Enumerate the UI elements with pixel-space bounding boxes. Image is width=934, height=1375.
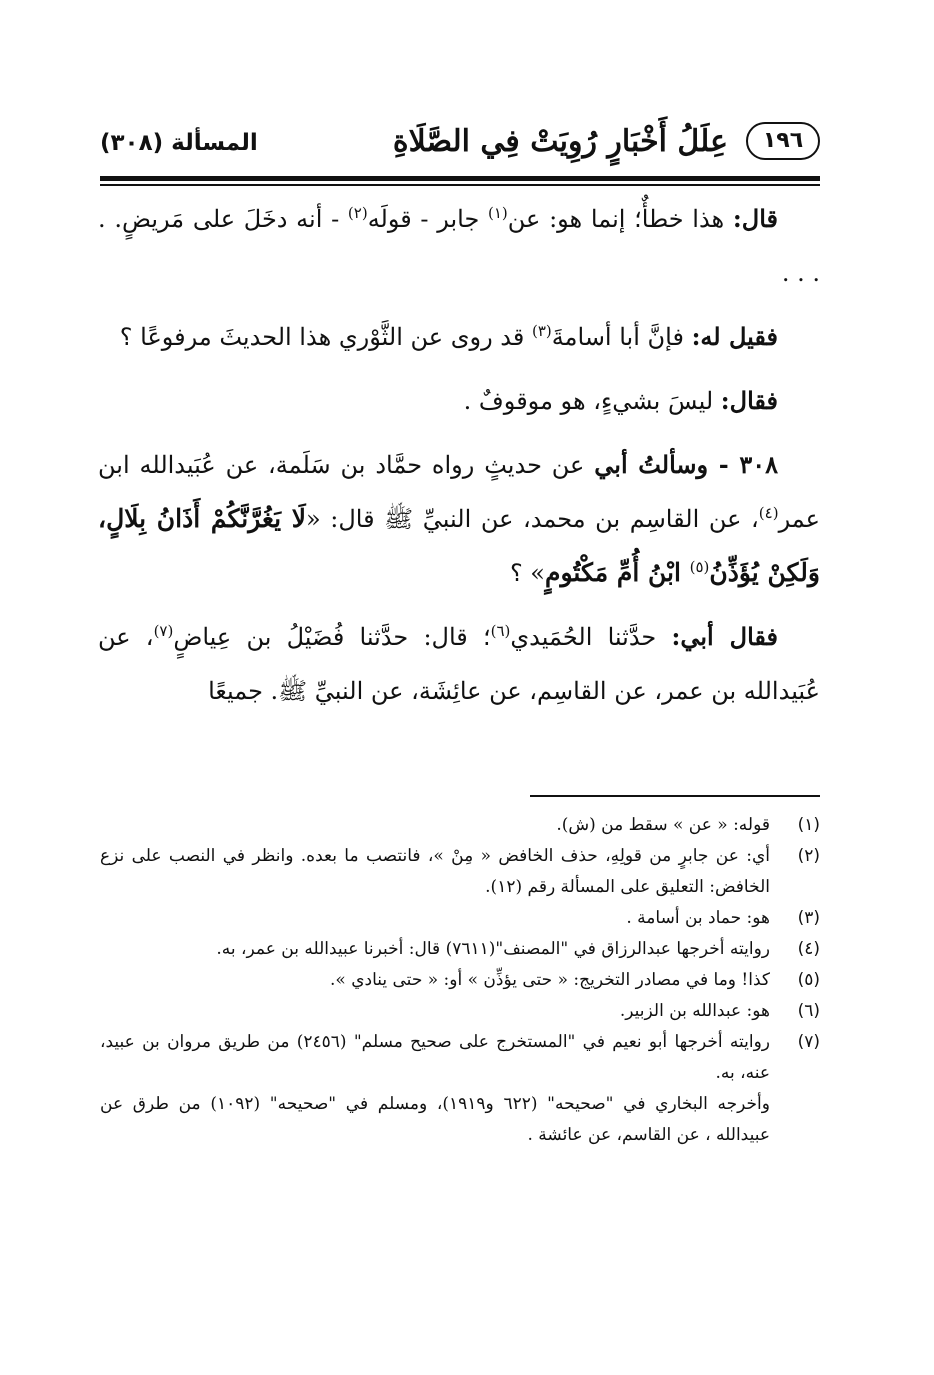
paragraph	[98, 438, 820, 600]
footnote	[100, 1027, 820, 1089]
text-run: قد روى عن الثَّوْري هذا الحديثَ مرفوعًا ؟	[119, 323, 532, 351]
page-number-badge: ١٩٦	[746, 122, 820, 160]
text-run: - أنه دخَلَ على مَريضٍ. . . . .	[98, 205, 820, 287]
text-run: » ؟	[509, 559, 545, 587]
hadith-text: ابْنُ أُمِّ مَكْتُومٍ	[545, 558, 690, 587]
text-run: جابر - قولَه	[367, 205, 488, 233]
footnote-text: أي: عن جابرٍ من قولِهِ، حذف الخافض « مِنْ »، فانتصب ما بعده. وانظر في النصب على نزع الخافض: التعليق على المسألة رقم (١٢).	[100, 846, 770, 897]
page-header	[100, 118, 820, 174]
footnote-number: (٤)	[797, 939, 820, 959]
footnote-text: روايته أخرجها أبو نعيم في "المستخرج على صحيح مسلم" (٢٤٥٦) من طريق مروان بن عبيد، عنه، به.	[100, 1032, 770, 1083]
paragraph	[98, 192, 820, 300]
footnote-separator	[530, 795, 820, 797]
footnote	[100, 996, 820, 1027]
main-text	[98, 192, 820, 772]
text-run: ليسَ بشيءٍ، هو موقوفٌ .	[463, 387, 721, 415]
book-title: عِلَلُ أَخْبَارٍ رُوِيَتْ فِي الصَّلَاةِ	[392, 124, 728, 159]
footnote-number: (٦)	[797, 1001, 820, 1021]
text-run: عن حديثٍ رواه حمَّاد بن سَلَمة، عن عُبَيدالله ابن عمر	[98, 451, 820, 533]
text-run: ، عن عُبَيدالله بن عمر، عن القاسِم، عن عائِشَة، عن النبيِّ ﷺ. جميعًا	[98, 623, 820, 705]
footnote-continuation: وأخرجه البخاري في "صحيحه" (٦٢٢ و١٩١٩)، ومسلم في "صحيحه" (١٠٩٢) من طرق عن عبيدالله ، عن القاسم، عن عائشة .	[100, 1094, 770, 1145]
speaker-lead: فقال أبي:	[671, 622, 779, 651]
paragraph	[98, 374, 820, 428]
footnote-number: (٣)	[797, 908, 820, 928]
footnote-number: (٥)	[797, 970, 820, 990]
footnote-text: قوله: « عن » سقط من (ش).	[556, 815, 770, 835]
speaker-lead: فقال:	[720, 386, 778, 415]
header-rule-thin	[100, 184, 820, 186]
paragraph	[98, 610, 820, 718]
text-run: فإنَّ أبا أسامةَ	[551, 323, 692, 351]
paragraph	[98, 310, 820, 364]
footnote-text: هو: عبدالله بن الزبير.	[619, 1001, 770, 1021]
footnote-text: كذا! وما في مصادر التخريج: « حتى يؤذِّن » أو: « حتى ينادي ».	[329, 970, 770, 990]
footnote-number: (٢)	[797, 846, 820, 866]
speaker-lead: فقيل له:	[691, 322, 778, 351]
speaker-lead: قال:	[732, 204, 778, 233]
header-rule-thick	[100, 176, 820, 181]
footnote	[100, 934, 820, 965]
footnote-ref: (٧)	[153, 622, 174, 640]
footnote	[100, 965, 820, 996]
footnote-ref: (٢)	[347, 204, 368, 222]
footnote	[100, 903, 820, 934]
text-run: هذا خطأٌ؛ إنما هو: عن	[507, 205, 733, 233]
footnote-ref: (٣)	[532, 322, 552, 340]
issue-label: المسألة (٣٠٨)	[100, 130, 258, 156]
footnote-ref: (٥)	[689, 558, 710, 576]
footnote	[100, 841, 820, 903]
footnote-ref: (٤)	[758, 504, 779, 522]
footnote-ref: (١)	[488, 204, 508, 222]
text-run: حدَّثنا الحُمَيدي	[510, 623, 672, 651]
footnotes	[100, 810, 820, 1250]
footnote-number: (١)	[797, 815, 820, 835]
hadith-text: لَا يَغُرَّنَّكُمْ أَذَانُ بِلَالٍ، وَلَكِنْ يُؤَذِّنُ	[98, 504, 820, 587]
issue-lead: ٣٠٨ - وسألتُ أبي	[594, 450, 778, 479]
footnote-ref: (٦)	[490, 622, 511, 640]
footnote	[100, 810, 820, 841]
footnote-number: (٧)	[797, 1032, 820, 1052]
text-run: ؛ قال: حدَّثنا فُضَيْلُ بن عِياضٍ	[173, 623, 491, 651]
text-run: ، عن القاسِم بن محمد، عن النبيِّ ﷺ قال: «	[305, 505, 759, 533]
footnote-text: روايته أخرجها عبدالرزاق في "المصنف"(٧٦١١) قال: أخبرنا عبيدالله بن عمر، به.	[216, 939, 770, 959]
footnote-text: هو: حماد بن أسامة .	[626, 908, 770, 928]
